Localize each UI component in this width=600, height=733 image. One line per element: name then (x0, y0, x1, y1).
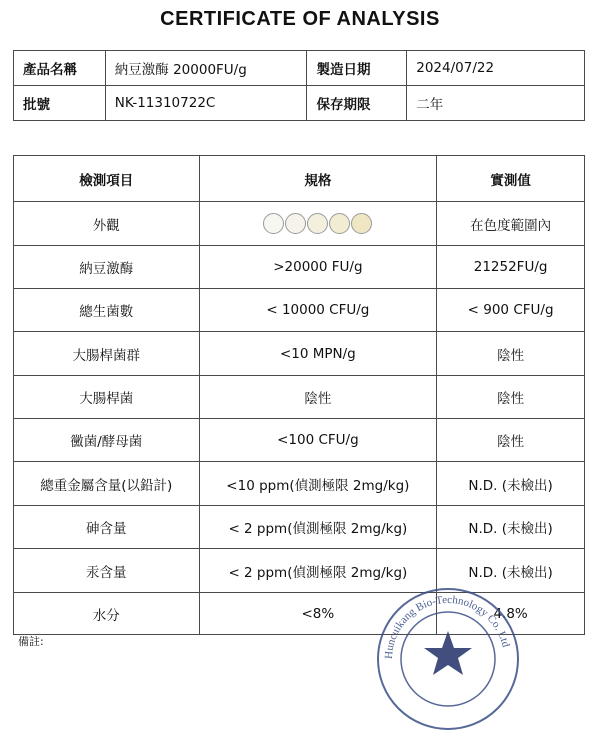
test-spec: <8% (199, 593, 437, 635)
test-result: 21252FU/g (437, 246, 585, 289)
seal-text: Huncuikang Bio-Technology Co. Ltd (382, 593, 512, 660)
product-info-table (13, 50, 585, 121)
batch-number-value: NK-11310722C (105, 86, 307, 121)
test-item: 總生菌數 (14, 289, 200, 332)
table-header-row (14, 156, 585, 202)
test-result: 陰性 (437, 332, 585, 376)
table-row (14, 289, 585, 332)
test-result: 陰性 (437, 419, 585, 462)
info-row (14, 86, 585, 121)
color-swatch-group (263, 213, 372, 234)
info-row (14, 51, 585, 86)
shelf-life-value: 二年 (407, 86, 585, 121)
table-row (14, 246, 585, 289)
test-spec: <10 MPN/g (199, 332, 437, 376)
test-item: 水分 (14, 593, 200, 635)
manufacture-date-value: 2024/07/22 (407, 51, 585, 86)
test-item: 外觀 (14, 202, 200, 246)
test-result: 陰性 (437, 376, 585, 419)
page-title: CERTIFICATE OF ANALYSIS (160, 8, 440, 30)
test-spec: <10 ppm(偵測極限 2mg/kg) (199, 462, 437, 506)
test-item: 砷含量 (14, 506, 200, 549)
test-spec: >20000 FU/g (199, 246, 437, 289)
table-row (14, 419, 585, 462)
color-swatch (263, 213, 284, 234)
shelf-life-label: 保存期限 (307, 86, 407, 121)
test-item: 大腸桿菌群 (14, 332, 200, 376)
product-name-value: 納豆激酶 20000FU/g (105, 51, 307, 86)
test-item: 大腸桿菌 (14, 376, 200, 419)
test-item: 總重金屬含量(以鉛計) (14, 462, 200, 506)
product-name-label: 產品名稱 (14, 51, 106, 86)
test-spec: < 2 ppm(偵測極限 2mg/kg) (199, 506, 437, 549)
test-result: 4.8% (437, 593, 585, 635)
test-result: 在色度範圍內 (437, 202, 585, 246)
color-swatch (351, 213, 372, 234)
appearance-color-scale (199, 202, 437, 246)
test-result: N.D. (未檢出) (437, 462, 585, 506)
color-swatch (307, 213, 328, 234)
header-test-item: 檢測項目 (14, 156, 200, 202)
test-item: 納豆激酶 (14, 246, 200, 289)
batch-number-label: 批號 (14, 86, 106, 121)
table-row (14, 462, 585, 506)
test-spec: < 10000 CFU/g (199, 289, 437, 332)
test-result: N.D. (未檢出) (437, 506, 585, 549)
color-swatch (285, 213, 306, 234)
company-seal-stamp (374, 585, 522, 733)
manufacture-date-label: 製造日期 (307, 51, 407, 86)
test-item: 汞含量 (14, 549, 200, 593)
header-specification: 規格 (199, 156, 437, 202)
test-spec: <100 CFU/g (199, 419, 437, 462)
header-result: 實測值 (437, 156, 585, 202)
test-spec: < 2 ppm(偵測極限 2mg/kg) (199, 549, 437, 593)
table-row (14, 332, 585, 376)
test-spec: 陰性 (199, 376, 437, 419)
table-row (14, 506, 585, 549)
test-item: 黴菌/酵母菌 (14, 419, 200, 462)
seal-star-icon (424, 631, 472, 675)
test-result: N.D. (未檢出) (437, 549, 585, 593)
table-row (14, 202, 585, 246)
table-row (14, 376, 585, 419)
test-result: < 900 CFU/g (437, 289, 585, 332)
color-swatch (329, 213, 350, 234)
analysis-table (13, 155, 585, 635)
remarks-label: 備註: (18, 635, 44, 648)
